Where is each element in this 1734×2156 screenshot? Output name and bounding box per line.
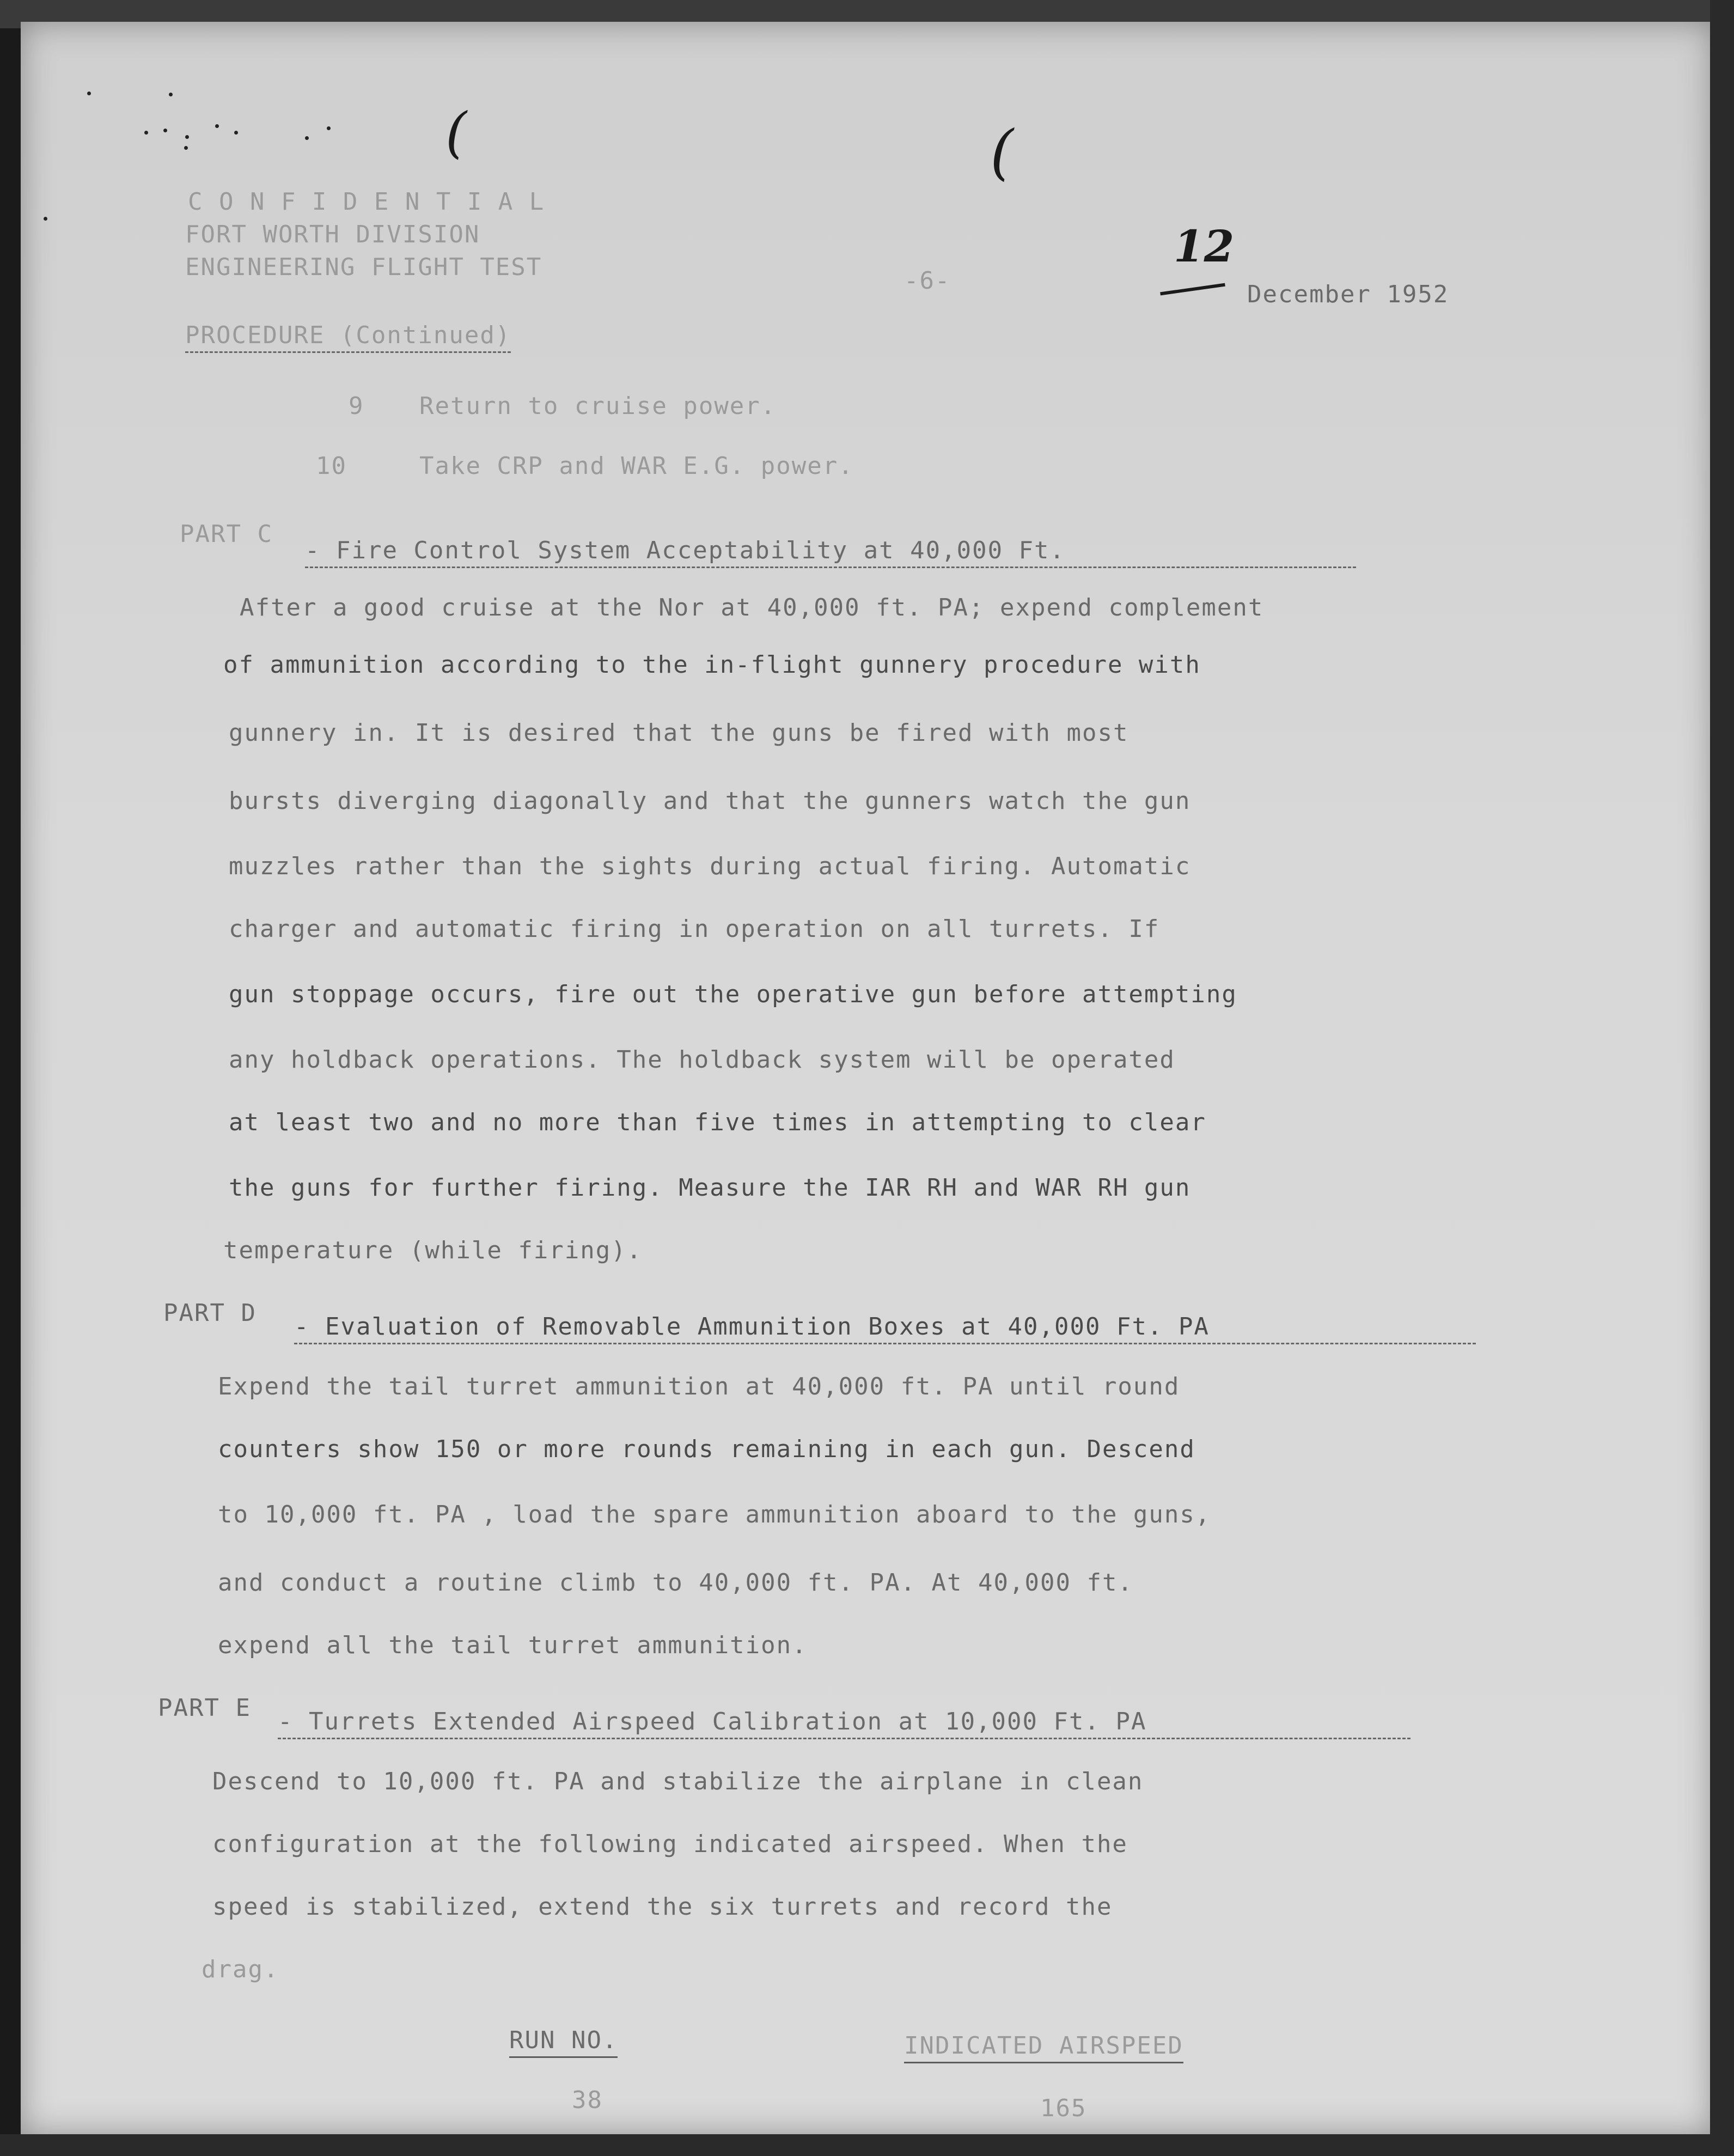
date-text: December 1952 (1247, 281, 1449, 308)
table-cell-airspeed: 165 (1040, 2094, 1087, 2122)
step-number: 10 (316, 452, 347, 480)
body-line: the guns for further firing. Measure the IAR RH and WAR RH gun (229, 1174, 1191, 1202)
body-line: After a good cruise at the Nor at 40,000 ft. PA; expend complement (240, 594, 1264, 622)
step-text: Return to cruise power. (419, 392, 777, 420)
body-line: drag. (202, 1956, 279, 1983)
part-c-label: PART C (180, 520, 273, 548)
body-line: muzzles rather than the sights during actual firing. Automatic (229, 852, 1191, 880)
section-heading: PROCEDURE (Continued) (185, 321, 511, 353)
page-mark: -6- (904, 267, 951, 295)
body-line: Descend to 10,000 ft. PA and stabilize the airplane in clean (212, 1768, 1144, 1795)
step-text: Take CRP and WAR E.G. power. (419, 452, 854, 480)
part-e-label: PART E (158, 1694, 251, 1722)
body-line: expend all the tail turret ammunition. (218, 1631, 808, 1659)
body-line: any holdback operations. The holdback system will be operated (229, 1046, 1175, 1074)
handwritten-paren-left: ( (445, 101, 467, 165)
film-border-bottom (0, 2134, 1734, 2156)
body-line: counters show 150 or more rounds remaining in each gun. Descend (218, 1435, 1195, 1463)
body-line: at least two and no more than five times in attempting to clear (229, 1109, 1206, 1136)
step-number: 9 (349, 392, 364, 420)
body-line: to 10,000 ft. PA , load the spare ammunition aboard to the guns, (218, 1501, 1211, 1528)
body-line: gunnery in. It is desired that the guns be fired with most (229, 719, 1129, 747)
body-line: gun stoppage occurs, fire out the operative gun before attempting (229, 980, 1237, 1008)
handwritten-paren-right: ( (990, 117, 1013, 187)
classification-line: C O N F I D E N T I A L (188, 188, 545, 216)
table-header-indicated-airspeed: INDICATED AIRSPEED (904, 2032, 1183, 2063)
body-line: charger and automatic firing in operation on all turrets. If (229, 915, 1160, 943)
body-line: temperature (while firing). (223, 1237, 643, 1264)
table-header-run-no: RUN NO. (509, 2026, 618, 2058)
body-line: speed is stabilized, extend the six turrets and record the (212, 1893, 1113, 1921)
table-cell-run-no: 38 (572, 2086, 603, 2114)
part-c-title: - Fire Control System Acceptability at 40,000 Ft. (305, 537, 1356, 568)
department-line: ENGINEERING FLIGHT TEST (185, 253, 542, 281)
body-line: bursts diverging diagonally and that the gunners watch the gun (229, 787, 1191, 815)
body-line: and conduct a routine climb to 40,000 ft. PA. At 40,000 ft. (218, 1569, 1133, 1597)
body-line: configuration at the following indicated airspeed. When the (212, 1830, 1128, 1858)
division-line: FORT WORTH DIVISION (185, 221, 480, 248)
part-d-label: PART D (163, 1299, 257, 1327)
handwritten-date-day: 12 (1174, 221, 1235, 272)
part-d-title: - Evaluation of Removable Ammunition Boxes at 40,000 Ft. PA (294, 1313, 1476, 1344)
body-line: of ammunition according to the in-flight gunnery procedure with (223, 651, 1201, 679)
part-e-title: - Turrets Extended Airspeed Calibration at 10,000 Ft. PA (278, 1708, 1411, 1739)
body-line: Expend the tail turret ammunition at 40,000 ft. PA until round (218, 1373, 1180, 1400)
film-border-right (1710, 0, 1734, 2156)
